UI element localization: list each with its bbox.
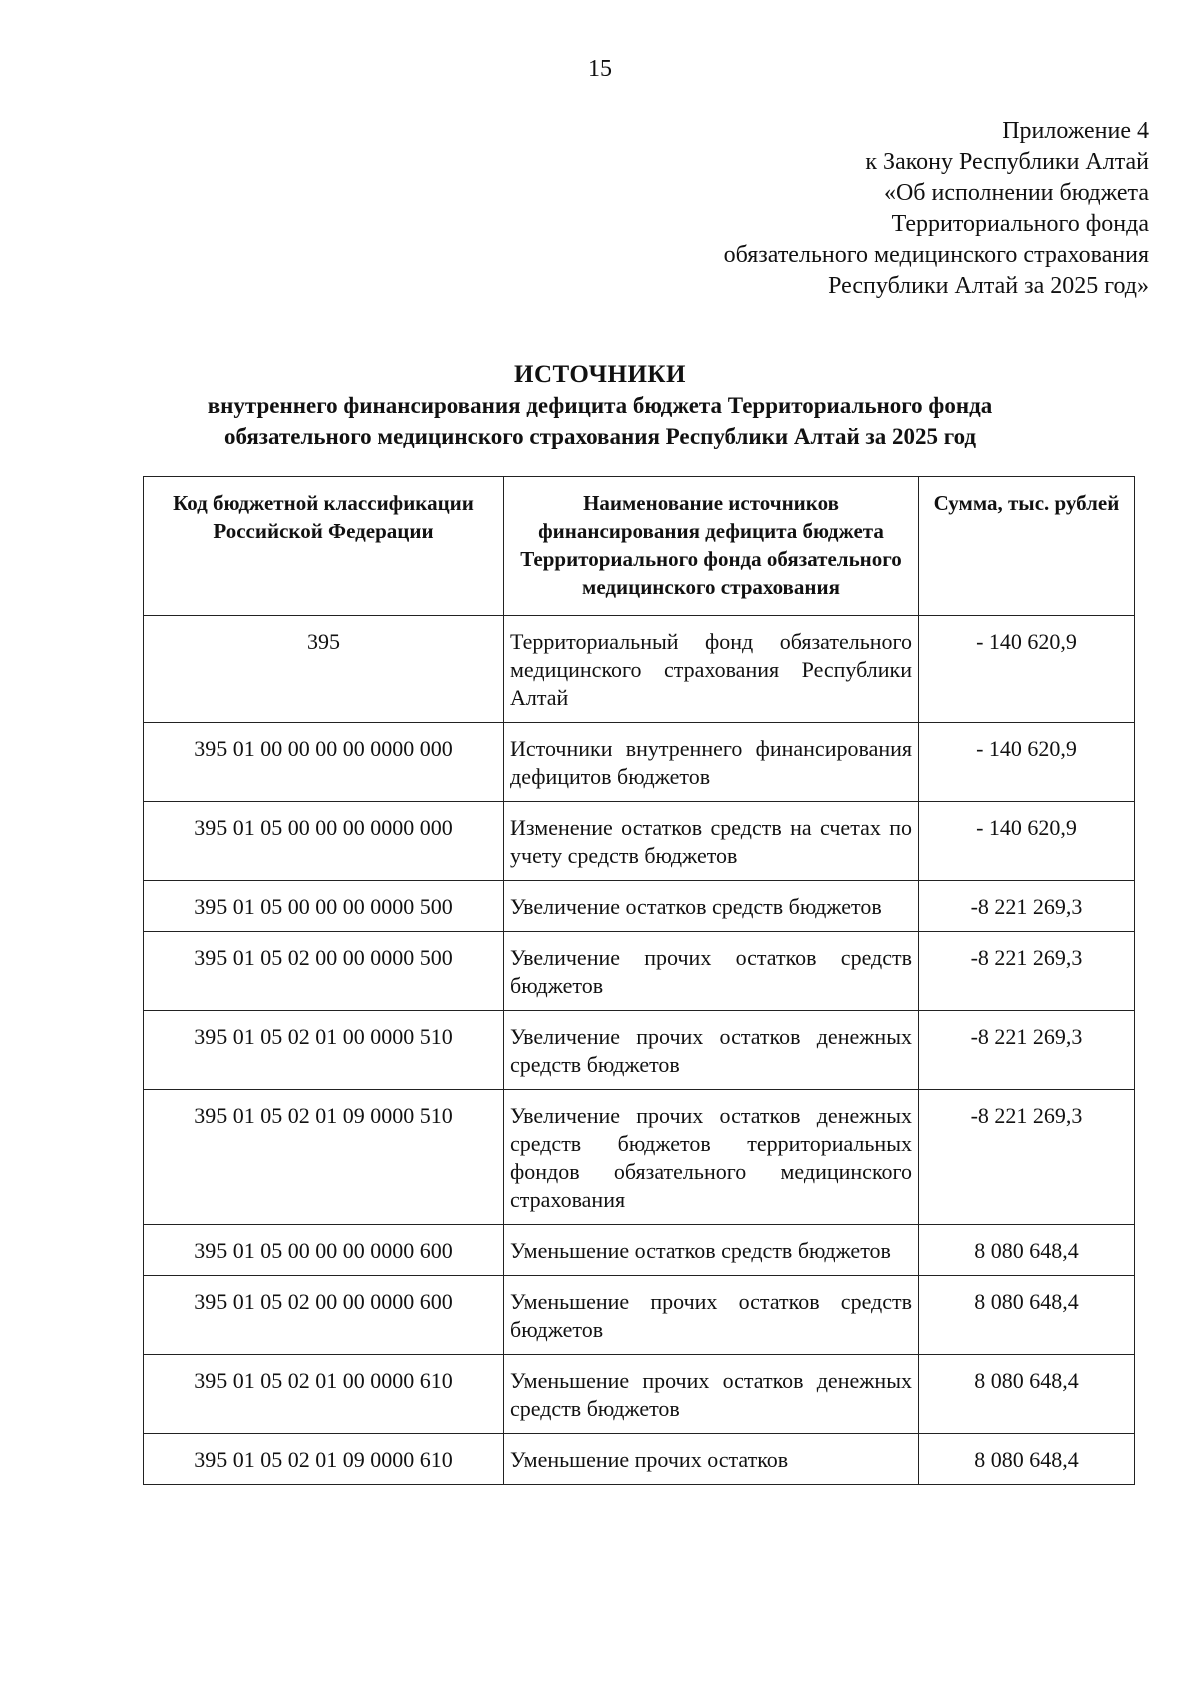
table-row — [144, 723, 1135, 802]
row-name: Увеличение прочих остатков средств бюджетов — [504, 932, 919, 1011]
row-code: 395 01 05 02 01 00 0000 510 — [144, 1011, 504, 1090]
table-header-row — [144, 477, 1135, 616]
appendix-line: к Закону Республики Алтай — [865, 149, 1149, 175]
appendix-line: обязательного медицинского страхования — [723, 242, 1149, 268]
document-title — [0, 360, 1200, 452]
table-row — [144, 881, 1135, 932]
row-amount: 8 080 648,4 — [919, 1434, 1135, 1485]
row-amount: -8 221 269,3 — [919, 932, 1135, 1011]
appendix-line: Приложение 4 — [1002, 118, 1149, 144]
row-name: Увеличение прочих остатков денежных средств бюджетов территориальных фондов обязательного медицинского страхования — [504, 1090, 919, 1225]
row-amount: - 140 620,9 — [919, 802, 1135, 881]
row-amount: - 140 620,9 — [919, 723, 1135, 802]
table-row — [144, 1355, 1135, 1434]
header-code: Код бюджетной классификации Российской Федерации — [144, 477, 504, 616]
row-code: 395 — [144, 616, 504, 723]
document-title-main: ИСТОЧНИКИ — [514, 361, 686, 388]
document-title-line: внутреннего финансирования дефицита бюджета Территориального фонда — [207, 393, 993, 418]
row-amount: - 140 620,9 — [919, 616, 1135, 723]
financing-sources-table — [143, 476, 1135, 1485]
row-name: Увеличение остатков средств бюджетов — [504, 881, 919, 932]
appendix-line: «Об исполнении бюджета — [883, 180, 1149, 206]
appendix-line: Территориального фонда — [891, 211, 1149, 237]
row-amount: -8 221 269,3 — [919, 881, 1135, 932]
row-name: Изменение остатков средств на счетах по учету средств бюджетов — [504, 802, 919, 881]
table-row — [144, 1011, 1135, 1090]
document-title-line: обязательного медицинского страхования Республики Алтай за 2025 год — [223, 424, 977, 449]
row-name: Уменьшение остатков средств бюджетов — [504, 1225, 919, 1276]
row-amount: -8 221 269,3 — [919, 1090, 1135, 1225]
row-code: 395 01 05 02 01 00 0000 610 — [144, 1355, 504, 1434]
table-row — [144, 1276, 1135, 1355]
header-amount: Сумма, тыс. рублей — [919, 477, 1135, 616]
row-code: 395 01 05 00 00 00 0000 000 — [144, 802, 504, 881]
row-name: Уменьшение прочих остатков — [504, 1434, 919, 1485]
table-row — [144, 616, 1135, 723]
table-row — [144, 802, 1135, 881]
table-row — [144, 1225, 1135, 1276]
row-amount: -8 221 269,3 — [919, 1011, 1135, 1090]
appendix-line: Республики Алтай за 2025 год» — [828, 273, 1149, 299]
appendix-reference — [449, 116, 1149, 302]
table-row — [144, 1434, 1135, 1485]
row-amount: 8 080 648,4 — [919, 1225, 1135, 1276]
header-name: Наименование источников финансирования дефицита бюджета Территориального фонда обязательного медицинского страхования — [504, 477, 919, 616]
row-name: Увеличение прочих остатков денежных средств бюджетов — [504, 1011, 919, 1090]
row-code: 395 01 05 02 01 09 0000 610 — [144, 1434, 504, 1485]
row-code: 395 01 05 02 01 09 0000 510 — [144, 1090, 504, 1225]
row-amount: 8 080 648,4 — [919, 1355, 1135, 1434]
row-code: 395 01 00 00 00 00 0000 000 — [144, 723, 504, 802]
row-amount: 8 080 648,4 — [919, 1276, 1135, 1355]
row-code: 395 01 05 00 00 00 0000 500 — [144, 881, 504, 932]
row-name: Источники внутреннего финансирования дефицитов бюджетов — [504, 723, 919, 802]
row-code: 395 01 05 00 00 00 0000 600 — [144, 1225, 504, 1276]
row-name: Уменьшение прочих остатков денежных средств бюджетов — [504, 1355, 919, 1434]
table-row — [144, 932, 1135, 1011]
row-code: 395 01 05 02 00 00 0000 600 — [144, 1276, 504, 1355]
row-name: Уменьшение прочих остатков средств бюджетов — [504, 1276, 919, 1355]
page-number: 15 — [588, 56, 612, 82]
row-code: 395 01 05 02 00 00 0000 500 — [144, 932, 504, 1011]
table-row — [144, 1090, 1135, 1225]
row-name: Территориальный фонд обязательного медицинского страхования Республики Алтай — [504, 616, 919, 723]
